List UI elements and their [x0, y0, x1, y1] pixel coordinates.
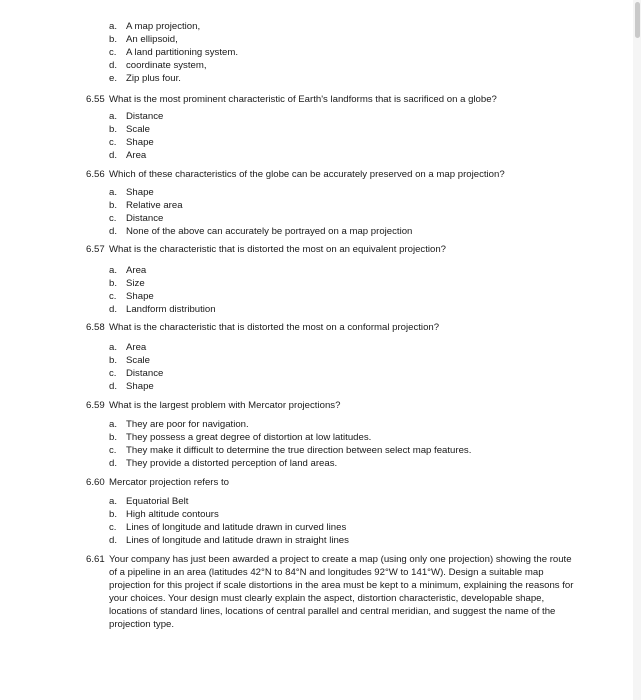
- question-6-56: 6.56 Which of these characteristics of the globe can be accurately preserved on a map projection?: [86, 169, 505, 180]
- list-item: a. A map projection,: [109, 21, 201, 32]
- list-item: b. Scale: [109, 124, 150, 135]
- list-item: d. Landform distribution: [109, 304, 216, 315]
- list-item: c. Shape: [109, 291, 154, 302]
- list-item: a. Area: [109, 265, 147, 276]
- list-item: d. Shape: [109, 381, 154, 392]
- question-6-55: 6.55 What is the most prominent characteristic of Earth's landforms that is sacrificed on a globe?: [86, 94, 497, 105]
- list-item: a. Shape: [109, 187, 154, 198]
- list-item: e. Zip plus four.: [109, 73, 181, 84]
- list-item: c. They make it difficult to determine the true direction between select map features.: [109, 445, 472, 456]
- list-item: d. Lines of longitude and latitude drawn in straight lines: [109, 535, 349, 546]
- list-item: c. Distance: [109, 368, 164, 379]
- question-6-60: 6.60 Mercator projection refers to: [86, 477, 229, 488]
- scroll-thumb[interactable]: [635, 2, 640, 38]
- list-item: d. None of the above can accurately be portrayed on a map projection: [109, 226, 413, 237]
- list-item: b. They possess a great degree of distortion at low latitudes.: [109, 432, 372, 443]
- question-6-58: 6.58 What is the characteristic that is distorted the most on a conformal projection?: [86, 322, 440, 333]
- question-6-61: 6.61 Your company has just been awarded a project to create a map (using only one projection) showing the route of a pipeline in an area (latitudes 42°N to 84°N and longitudes 92°W to 141°W). Design a suitable map projection for this project if scale distortions in the area must be kept to a minimum, explaining the reasons for your choices. Your design must clearly explain the aspect, distortion characteristic, developable shape, locations of standard lines, locations of central parallel and central meridian, and suggest the name of the projection type.: [86, 554, 574, 630]
- list-item: b. Scale: [109, 355, 150, 366]
- list-item: a. They are poor for navigation.: [109, 419, 249, 430]
- list-item: c. Distance: [109, 213, 164, 224]
- list-item: d. They provide a distorted perception of land areas.: [109, 458, 338, 469]
- list-item: c. Shape: [109, 137, 154, 148]
- list-item: d. coordinate system,: [109, 60, 207, 71]
- list-item: b. High altitude contours: [109, 509, 219, 520]
- list-item: a. Area: [109, 342, 147, 353]
- list-item: d. Area: [109, 150, 147, 161]
- list-item: b. Size: [109, 278, 145, 289]
- list-item: b. Relative area: [109, 200, 183, 211]
- question-6-57: 6.57 What is the characteristic that is distorted the most on an equivalent projection?: [86, 244, 447, 255]
- list-item: b. An ellipsoid,: [109, 34, 178, 45]
- question-6-59: 6.59 What is the largest problem with Mercator projections?: [86, 400, 341, 411]
- list-item: c. Lines of longitude and latitude drawn in curved lines: [109, 522, 347, 533]
- list-item: c. A land partitioning system.: [109, 47, 238, 58]
- list-item: a. Distance: [109, 111, 164, 122]
- list-item: a. Equatorial Belt: [109, 496, 189, 507]
- scrollbar[interactable]: [633, 0, 641, 700]
